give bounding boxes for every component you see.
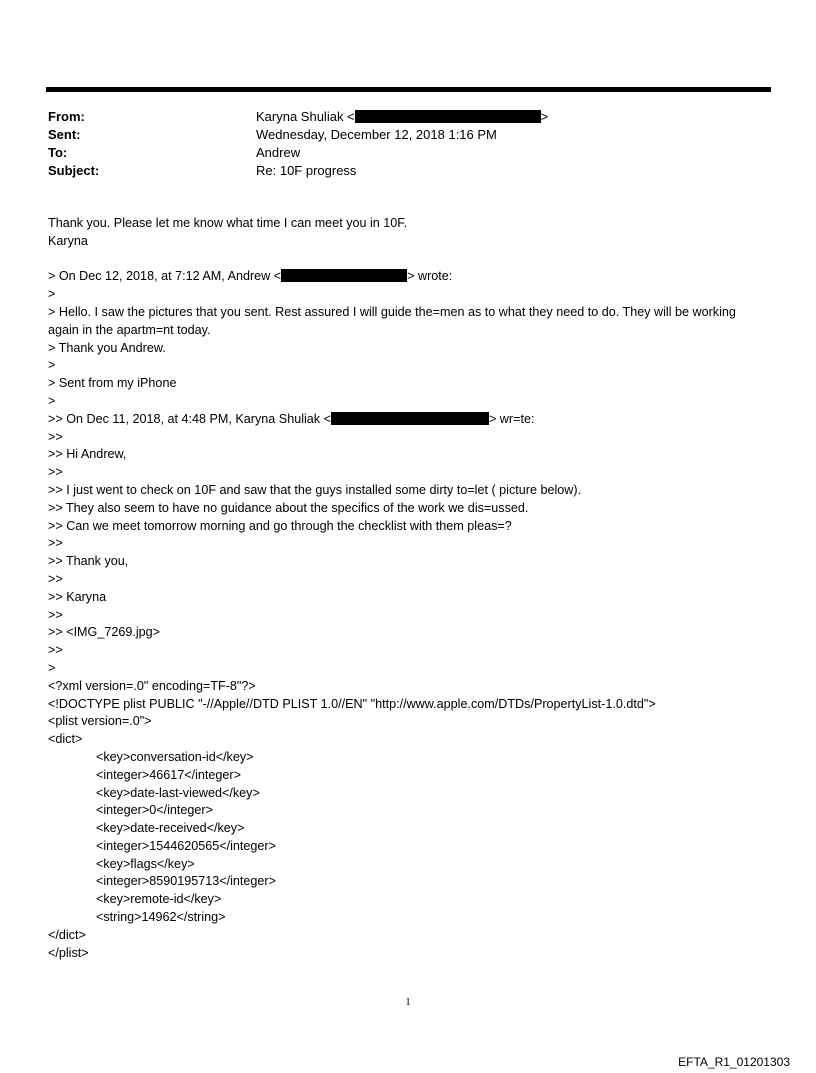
xml-line: <?xml version=.0" encoding=TF-8"?> bbox=[48, 678, 256, 693]
document-id: EFTA_R1_01201303 bbox=[678, 1055, 790, 1069]
quote-line: >> They also seem to have no guidance about the specifics of the work we dis=ussed. bbox=[48, 500, 529, 515]
from-name: Karyna Shuliak < bbox=[256, 109, 355, 124]
quote-line: > bbox=[48, 358, 56, 373]
quote-line: >> Karyna bbox=[48, 589, 107, 604]
quote-line: >> bbox=[48, 643, 63, 658]
quote-line bbox=[48, 411, 768, 429]
quote-line: > bbox=[48, 660, 56, 675]
quote-line: >> bbox=[48, 607, 63, 622]
quote-line: > bbox=[48, 287, 56, 302]
body-line: Thank you. Please let me know what time I can meet you in 10F. bbox=[48, 216, 408, 230]
xml-line: </plist> bbox=[48, 945, 89, 960]
xml-line: <dict> bbox=[48, 732, 83, 747]
from-close: > bbox=[540, 109, 549, 124]
quote-line: >> Thank you, bbox=[48, 554, 129, 569]
header-rule bbox=[46, 87, 771, 92]
xml-line: <integer>1544620565</integer> bbox=[96, 838, 276, 853]
quote-text: >> On Dec 11, 2018, at 4:48 PM, Karyna Shuliak < bbox=[48, 411, 331, 426]
email-body bbox=[48, 215, 768, 962]
attachment-reference: >> <IMG_7269.jpg> bbox=[48, 625, 161, 640]
blank-line bbox=[48, 251, 768, 269]
subject-label: Subject: bbox=[48, 163, 100, 178]
quote-text: > wr=te: bbox=[488, 411, 535, 426]
quote-line: >> bbox=[48, 429, 63, 444]
xml-line: <key>conversation-id</key> bbox=[96, 749, 254, 764]
quote-line: >> Hi Andrew, bbox=[48, 447, 127, 462]
quote-text: > On Dec 12, 2018, at 7:12 AM, Andrew < bbox=[48, 269, 282, 284]
xml-line: <string>14962</string> bbox=[96, 910, 226, 925]
xml-line: <!DOCTYPE plist PUBLIC "-//Apple//DTD PLIST 1.0//EN" "http://www.apple.com/DTDs/PropertyList-1.0.dtd"> bbox=[48, 696, 656, 711]
quote-line: > Hello. I saw the pictures that you sent. Rest assured I will guide the=men as to what they need to do. They will be working again in the apartm=nt today. bbox=[48, 304, 736, 337]
quote-line: >> bbox=[48, 536, 63, 551]
xml-line: <key>date-received</key> bbox=[96, 821, 245, 836]
xml-line: <key>date-last-viewed</key> bbox=[96, 785, 260, 800]
sent-label: Sent: bbox=[48, 127, 81, 142]
quote-line: > Sent from my iPhone bbox=[48, 376, 177, 391]
xml-line: <integer>46617</integer> bbox=[96, 767, 241, 782]
quote-line bbox=[48, 268, 768, 286]
quote-line: > Thank you Andrew. bbox=[48, 340, 166, 355]
quote-text: > wrote: bbox=[407, 269, 453, 284]
redaction-bar bbox=[355, 110, 541, 123]
xml-line: <key>flags</key> bbox=[96, 856, 195, 871]
xml-line: <integer>8590195713</integer> bbox=[96, 874, 276, 889]
xml-line: <integer>0</integer> bbox=[96, 803, 213, 818]
redaction-bar bbox=[281, 269, 407, 282]
xml-line: <key>remote-id</key> bbox=[96, 892, 222, 907]
redaction-bar bbox=[331, 412, 489, 425]
body-line: Karyna bbox=[48, 233, 88, 248]
from-label: From: bbox=[48, 109, 85, 124]
to-label: To: bbox=[48, 145, 68, 160]
quote-line: >> I just went to check on 10F and saw that the guys installed some dirty to=let ( picture below). bbox=[48, 482, 582, 497]
subject-value: Re: 10F progress bbox=[256, 163, 357, 178]
from-value bbox=[256, 108, 548, 126]
sent-value: Wednesday, December 12, 2018 1:16 PM bbox=[256, 127, 497, 142]
quote-line: > bbox=[48, 393, 56, 408]
quote-line: >> bbox=[48, 465, 63, 480]
quote-line: >> bbox=[48, 571, 63, 586]
xml-line: <plist version=.0"> bbox=[48, 714, 152, 729]
page-number: 1 bbox=[405, 996, 411, 1008]
quote-line: >> Can we meet tomorrow morning and go through the checklist with them pleas=? bbox=[48, 518, 512, 533]
xml-line: </dict> bbox=[48, 927, 86, 942]
to-value: Andrew bbox=[256, 145, 301, 160]
